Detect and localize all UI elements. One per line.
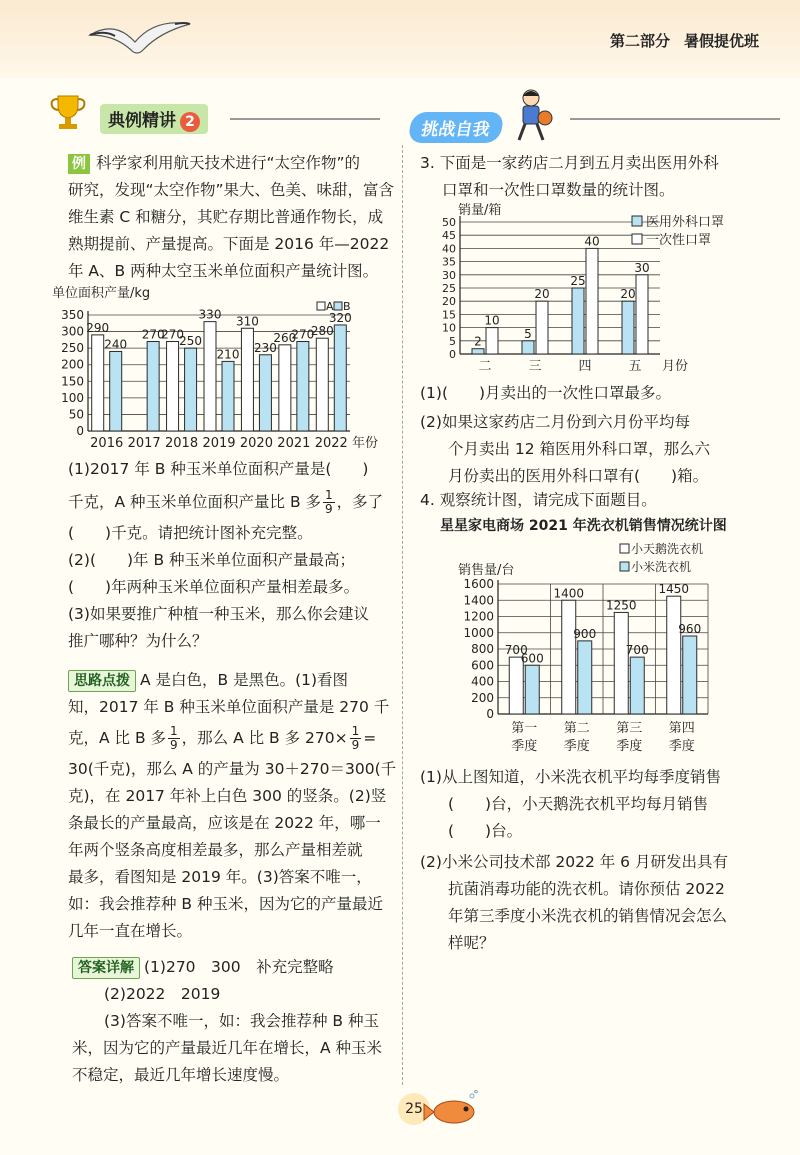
bar-小米洗衣机	[630, 657, 644, 714]
bar-小天鹅洗衣机	[562, 600, 576, 714]
x-category-label: 2021	[277, 436, 311, 451]
seagull-illustration	[85, 10, 195, 80]
bar-value-label: 960	[678, 622, 702, 636]
bar-小天鹅洗衣机	[509, 657, 523, 714]
y-tick-label: 5	[449, 334, 456, 348]
y-tick-label: 250	[61, 341, 84, 356]
trophy-icon	[48, 92, 88, 132]
x-category-label: 第一	[511, 721, 538, 736]
x-category-label: 2020	[239, 436, 273, 451]
y-tick-label: 600	[471, 658, 494, 673]
bar-A	[316, 338, 328, 431]
y-tick-label: 1600	[463, 577, 494, 591]
y-tick-label: 40	[442, 242, 456, 256]
y-tick-label: 300	[61, 324, 84, 339]
part-label: 第二部分	[610, 32, 671, 50]
y-tick-label: 350	[61, 308, 84, 322]
y-tick-label: 25	[442, 282, 456, 295]
bar-value-label: 260	[273, 330, 297, 345]
bar-一次性口罩	[536, 301, 548, 354]
bar-value-label: 40	[584, 234, 600, 249]
bar-value-label: 210	[216, 347, 240, 362]
chart-title: 星星家电商场 2021 年洗衣机销售情况统计图	[440, 518, 727, 534]
bar-医用外科口罩	[572, 288, 584, 354]
bar-value-label: 1250	[605, 598, 637, 613]
x-category-label: 第四	[668, 721, 695, 736]
bar-value-label: 1450	[658, 582, 690, 597]
y-tick-label: 200	[471, 690, 494, 705]
y-axis-label: 销量/箱	[458, 203, 502, 218]
bar-B	[259, 355, 271, 431]
bar-B	[297, 342, 309, 431]
page-number: 25	[398, 1093, 430, 1125]
y-tick-label: 150	[61, 374, 84, 389]
legend-swatch-xiaomi	[620, 562, 629, 571]
y-tick-label: 10	[442, 321, 456, 335]
fish-decoration	[420, 1090, 480, 1130]
bar-value-label: 330	[198, 307, 222, 322]
example-tag: 例	[68, 154, 90, 174]
x-category-label: 第三	[616, 721, 643, 736]
bar-value-label: 230	[253, 340, 277, 355]
bar-A	[92, 335, 104, 431]
x-category-label: 第二	[563, 721, 590, 736]
bar-value-label: 700	[504, 643, 528, 658]
bar-value-label: 1400	[553, 586, 585, 601]
example-intro: 例 科学家利用航天技术进行“太空作物”的 研究，发现“太空作物”果大、色美、味甜，富含 维生素 C 和糖分，其贮存期比普通作物长，成 熟期提前、产量提高。下面是 2016 年—2022 年 A、B 两种太空玉米单位面积产量统计图。	[68, 154, 395, 280]
y-tick-label: 50	[442, 216, 456, 229]
legend-label-disposable: 一次性口罩	[646, 233, 712, 248]
column-divider	[402, 145, 403, 1085]
bar-B	[185, 348, 197, 431]
x-category-label: 二	[478, 359, 492, 374]
x-axis-label: 年份	[352, 436, 379, 451]
y-tick-label: 200	[61, 357, 84, 372]
y-tick-label: 35	[442, 255, 456, 269]
bar-B	[147, 342, 159, 431]
x-category-label: 2018	[165, 436, 199, 451]
hint-label: 思路点拨	[68, 670, 136, 692]
bar-医用外科口罩	[522, 341, 534, 354]
bar-一次性口罩	[486, 328, 498, 354]
bar-一次性口罩	[586, 248, 598, 354]
legend-label-xiaomi: 小米洗衣机	[631, 560, 692, 574]
question-3-parts: (1)( )月卖出的一次性口罩最多。 (2)如果这家药店二月份到六月份平均每 个月卖出 12 箱医用外科口罩，那么六 月份卖出的医用外科口罩有( )箱。	[420, 384, 711, 485]
bar-value-label: 5	[524, 326, 532, 341]
x-category-label: 四	[578, 359, 592, 374]
bar-value-label: 30	[634, 260, 650, 275]
bar-value-label: 2	[474, 334, 482, 349]
fraction-one-ninth: $\frac{1}{9}$	[325, 488, 333, 516]
bar-B	[110, 351, 122, 431]
bar-value-label: 20	[534, 287, 550, 302]
x-category-label: 季度	[668, 739, 695, 754]
section-number-badge: 2	[180, 112, 200, 132]
y-tick-label: 15	[442, 308, 456, 322]
title-underline	[230, 118, 380, 120]
bar-value-label: 280	[310, 324, 334, 339]
corn-yield-chart	[50, 283, 400, 458]
legend-swatch-A	[317, 302, 325, 310]
x-category-label: 三	[528, 359, 542, 374]
question-3-stem: 3. 下面是一家药店二月到五月卖出医用外科 口罩和一次性口罩数量的统计图。	[420, 154, 719, 199]
bar-value-label: 20	[620, 287, 636, 302]
answer-block: 答案详解 (1)270 300 补充完整略 (2)2022 2019 (3)答案不唯一，如：我会推荐种 B 种玉 米，因为它的产量最近几年在增长，A 种玉米 不稳定，最近几年增长速度慢。	[72, 958, 383, 1084]
bar-value-label: 240	[104, 337, 128, 352]
challenge-underline	[570, 118, 780, 120]
x-category-label: 五	[628, 359, 642, 374]
legend-swatch-B	[334, 302, 342, 310]
bar-医用外科口罩	[622, 301, 634, 354]
x-axis-label: 月份	[662, 359, 689, 374]
bar-value-label: 290	[86, 320, 110, 335]
bar-value-label: 25	[570, 274, 586, 288]
bar-B	[222, 361, 234, 431]
question-4-stem: 4. 观察统计图，请完成下面题目。	[420, 491, 657, 509]
bar-value-label: 250	[179, 334, 203, 349]
legend-swatch-surgical	[632, 216, 642, 226]
y-axis-label: 销售量/台	[458, 563, 515, 578]
y-tick-label: 0	[449, 348, 456, 361]
hint-block: 思路点拨 A 是白色，B 是黑色。(1)看图 知，2017 年 B 种玉米单位面积产量是 270 千 克，A 比 B 多 $\frac{1}{9}$ ，那么 A 比 B 多 270× $\frac{1}{9}$ = 30(千克)，那么 A 的产量为 30＋270＝300(千 克)，在 2017 年补上白色 300 的竖条。(2)竖 条最长的产量最高，应该是在 2022 年，哪一 年两个竖条高度相差最多，那么产量相差就 最多，看图知是 2019 年。(3)答案不唯一， 如：我会推荐种 B 种玉米，因为它的产量最近 几年一直在增长。	[68, 671, 397, 940]
bar-value-label: 270	[291, 327, 315, 342]
y-tick-label: 45	[442, 229, 456, 243]
legend-label-B: B	[343, 300, 351, 313]
x-category-label: 2017	[127, 436, 161, 451]
y-tick-label: 100	[61, 390, 84, 405]
bar-A	[279, 345, 291, 431]
answer-label: 答案详解	[72, 957, 140, 979]
y-tick-label: 400	[471, 674, 494, 689]
bar-value-label: 320	[328, 310, 352, 325]
bar-A	[241, 328, 253, 431]
y-tick-label: 0	[76, 424, 84, 438]
y-tick-label: 50	[68, 407, 84, 422]
x-category-label: 2016	[90, 436, 124, 451]
bar-value-label: 700	[625, 643, 649, 658]
mask-sales-chart	[420, 202, 770, 377]
y-tick-label: 1400	[463, 593, 494, 608]
bar-value-label: 270	[161, 327, 185, 342]
bar-value-label: 310	[235, 314, 259, 329]
bar-一次性口罩	[636, 275, 648, 354]
washer-sales-chart	[420, 514, 790, 764]
y-tick-label: 20	[442, 295, 456, 309]
bar-value-label: 600	[520, 651, 544, 666]
x-category-label: 季度	[511, 739, 538, 754]
x-category-label: 季度	[616, 739, 643, 754]
bar-value-label: 10	[484, 313, 500, 328]
bar-value-label: 270	[141, 327, 165, 342]
legend-swatch-disposable	[632, 234, 642, 244]
bar-小米洗衣机	[525, 665, 539, 714]
y-tick-label: 0	[486, 707, 494, 721]
section-title-challenge: 挑战自我	[407, 112, 504, 143]
bar-医用外科口罩	[472, 349, 484, 354]
boy-basketball-illustration	[505, 88, 555, 144]
bar-小天鹅洗衣机	[614, 612, 628, 714]
section-title-examples: 典例精讲 2	[100, 104, 208, 134]
bar-小天鹅洗衣机	[667, 596, 681, 714]
y-tick-label: 30	[442, 268, 456, 282]
running-header	[610, 30, 773, 51]
y-tick-label: 1000	[463, 625, 494, 640]
x-category-label: 季度	[563, 739, 590, 754]
legend-label-swan: 小天鹅洗衣机	[631, 542, 704, 556]
bar-value-label: 900	[573, 626, 597, 641]
x-category-label: 2019	[202, 436, 236, 451]
x-category-label: 2022	[314, 436, 348, 451]
series-label: 暑假提优班	[684, 32, 760, 50]
bar-A	[167, 342, 179, 431]
legend-label-surgical: 医用外科口罩	[646, 215, 725, 230]
question-4-parts: (1)从上图知道，小米洗衣机平均每季度销售 ( )台，小天鹅洗衣机平均每月销售 ( )台。 (2)小米公司技术部 2022 年 6 月研发出具有 抗菌消毒功能的洗衣机。请你预估 2022 年第三季度小米洗衣机的销售情况会怎么 样呢？	[420, 768, 728, 952]
y-tick-label: 800	[471, 642, 494, 656]
bar-B	[334, 325, 346, 431]
bar-A	[204, 322, 216, 431]
bar-小米洗衣机	[683, 636, 697, 714]
bar-小米洗衣机	[578, 641, 592, 714]
y-axis-label: 单位面积产量/kg	[52, 286, 151, 301]
y-tick-label: 1200	[463, 609, 494, 624]
legend-label-A: A	[326, 300, 334, 313]
legend-swatch-swan	[620, 544, 629, 553]
example-questions: (1)2017 年 B 种玉米单位面积产量是( ) 千克，A 种玉米单位面积产量比 B 多 $\frac{1}{9}$ ，多了 ( )千克。请把统计图补充完整。 (2)( )年 B 种玉米单位面积产量最高； ( )年两种玉米单位面积产量相差最多。 (3)如果要推广种植一种玉米，那么你会建议 推广哪种？为什么？	[68, 460, 384, 650]
